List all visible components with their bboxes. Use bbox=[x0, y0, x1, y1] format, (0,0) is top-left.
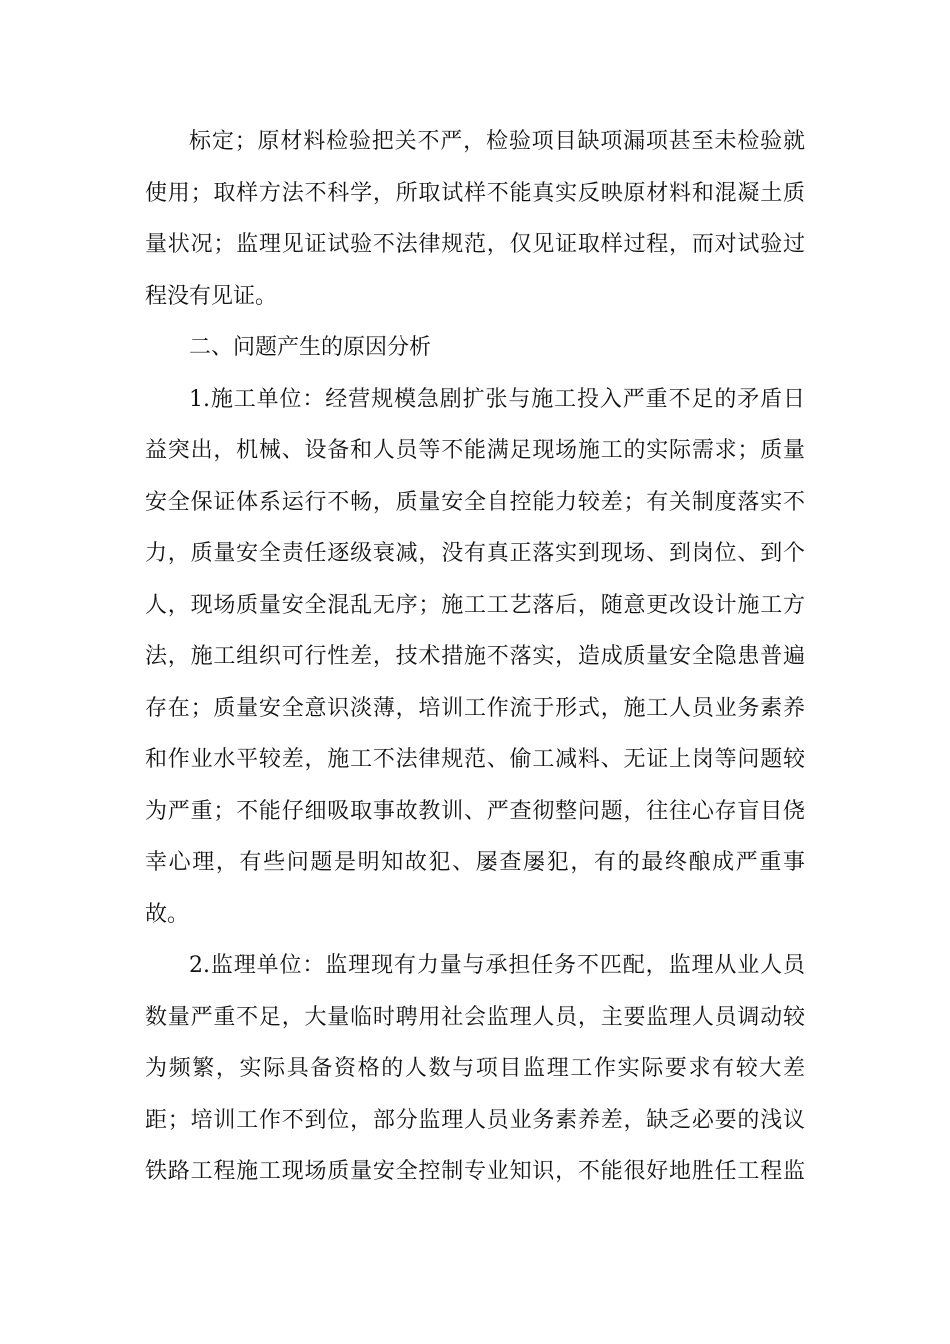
text-line: 为频繁，实际具备资格的人数与项目监理工作实际要求有较大差 bbox=[145, 1056, 805, 1081]
paragraph-supervision-unit bbox=[145, 940, 805, 1198]
heading-text: 二、问题产生的原因分析 bbox=[189, 335, 432, 360]
text-line: 和作业水平较差，施工不法律规范、偷工减料、无证上岗等问题较 bbox=[145, 747, 805, 772]
text-line: 数量严重不足，大量临时聘用社会监理人员，主要监理人员调动较 bbox=[145, 1004, 805, 1030]
text-line: 为严重；不能仔细吸取事故教训、严查彻整问题，往往心存盲目侥 bbox=[145, 798, 805, 824]
text-line: 程没有见证。 bbox=[145, 283, 278, 309]
text-line: 使用；取样方法不科学，所取试样不能真实反映原材料和混凝土质 bbox=[145, 180, 805, 206]
document-body bbox=[145, 116, 805, 1198]
section-heading bbox=[145, 322, 805, 374]
text-line: 安全保证体系运行不畅，质量安全自控能力较差；有关制度落实不 bbox=[145, 489, 805, 515]
text-line: 力，质量安全责任逐级衰减，没有真正落实到现场、到岗位、到个 bbox=[145, 541, 805, 566]
text-line: 2.监理单位：监理现有力量与承担任务不匹配，监理从业人员 bbox=[189, 953, 805, 978]
text-line: 人，现场质量安全混乱无序；施工工艺落后，随意更改设计施工方 bbox=[145, 592, 805, 618]
paragraph-continuation bbox=[145, 116, 805, 322]
text-line: 铁路工程施工现场质量安全控制专业知识，不能很好地胜任工程监 bbox=[145, 1159, 805, 1184]
text-line: 1.施工单位：经营规模急剧扩张与施工投入严重不足的矛盾日 bbox=[189, 386, 805, 412]
text-line: 法，施工组织可行性差，技术措施不落实，造成质量安全隐患普遍 bbox=[145, 644, 805, 669]
text-line: 标定；原材料检验把关不严，检验项目缺项漏项甚至未检验就 bbox=[189, 129, 805, 154]
text-line: 量状况；监理见证试验不法律规范，仅见证取样过程，而对试验过 bbox=[145, 232, 805, 257]
text-line: 幸心理，有些问题是明知故犯、屡查屡犯，有的最终酿成严重事 bbox=[145, 850, 805, 875]
text-line: 距；培训工作不到位，部分监理人员业务素养差，缺乏必要的浅议 bbox=[145, 1107, 805, 1133]
text-line: 益突出，机械、设备和人员等不能满足现场施工的实际需求；质量 bbox=[145, 438, 805, 463]
text-line: 故。 bbox=[145, 901, 190, 927]
text-line: 存在；质量安全意识淡薄，培训工作流于形式，施工人员业务素养 bbox=[145, 695, 805, 721]
paragraph-construction-unit bbox=[145, 374, 805, 941]
